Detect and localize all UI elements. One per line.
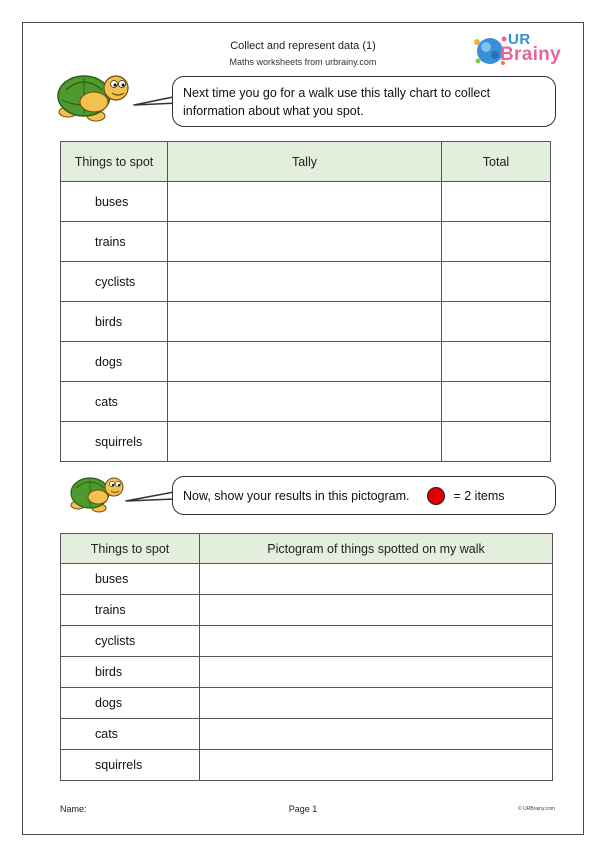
column-header: Things to spot xyxy=(61,534,200,564)
item-label: cyclists xyxy=(61,626,200,657)
pictogram-cell[interactable] xyxy=(200,564,553,595)
item-label: cats xyxy=(61,719,200,750)
pictogram-table xyxy=(60,533,553,781)
table-row xyxy=(61,688,553,719)
tally-table xyxy=(60,141,551,462)
item-label: trains xyxy=(61,595,200,626)
tally-cell[interactable] xyxy=(168,342,442,382)
name-label: Name: xyxy=(60,804,87,814)
turtle-mascot-icon xyxy=(52,66,136,124)
column-header: Pictogram of things spotted on my walk xyxy=(200,534,553,564)
item-label: squirrels xyxy=(61,750,200,781)
tally-cell[interactable] xyxy=(168,422,442,462)
column-header: Total xyxy=(442,142,551,182)
item-label: birds xyxy=(61,302,168,342)
item-label: birds xyxy=(61,657,200,688)
table-row xyxy=(61,564,553,595)
logo-ur-text: UR xyxy=(508,31,531,48)
table-row xyxy=(61,222,551,262)
pictogram-key-text: = 2 items xyxy=(453,488,505,503)
table-row xyxy=(61,342,551,382)
pictogram-cell[interactable] xyxy=(200,626,553,657)
table-row xyxy=(61,382,551,422)
column-header: Tally xyxy=(168,142,442,182)
copyright-text: © URBrainy.com xyxy=(518,806,555,812)
total-cell[interactable] xyxy=(442,422,551,462)
item-label: cyclists xyxy=(61,262,168,302)
tally-cell[interactable] xyxy=(168,182,442,222)
pictogram-cell[interactable] xyxy=(200,657,553,688)
pictogram-cell[interactable] xyxy=(200,750,553,781)
table-row xyxy=(61,719,553,750)
speech-bubble-tally xyxy=(172,76,556,127)
pictogram-cell[interactable] xyxy=(200,688,553,719)
item-label: trains xyxy=(61,222,168,262)
pictogram-header-row xyxy=(61,534,553,564)
table-row xyxy=(61,657,553,688)
total-cell[interactable] xyxy=(442,382,551,422)
table-row xyxy=(61,626,553,657)
tally-header-row xyxy=(61,142,551,182)
pictogram-cell[interactable] xyxy=(200,595,553,626)
tally-cell[interactable] xyxy=(168,262,442,302)
speech-bubble-pictogram xyxy=(172,476,556,515)
table-row xyxy=(61,262,551,302)
total-cell[interactable] xyxy=(442,342,551,382)
pictogram-instruction: Now, show your results in this pictogram. xyxy=(183,488,410,503)
total-cell[interactable] xyxy=(442,302,551,342)
tally-cell[interactable] xyxy=(168,302,442,342)
item-label: cats xyxy=(61,382,168,422)
tally-cell[interactable] xyxy=(168,382,442,422)
item-label: buses xyxy=(61,564,200,595)
pictogram-cell[interactable] xyxy=(200,719,553,750)
total-cell[interactable] xyxy=(442,182,551,222)
tally-cell[interactable] xyxy=(168,222,442,262)
table-row xyxy=(61,750,553,781)
total-cell[interactable] xyxy=(442,222,551,262)
item-label: dogs xyxy=(61,342,168,382)
bubble-pointer xyxy=(124,490,176,504)
urbrainy-logo xyxy=(468,30,564,72)
worksheet-title: Collect and represent data (1) xyxy=(230,40,376,52)
tally-instruction: Next time you go for a walk use this tally chart to collect information about what you spot. xyxy=(183,86,491,118)
page-number: Page 1 xyxy=(288,804,318,814)
table-row xyxy=(61,302,551,342)
table-row xyxy=(61,422,551,462)
item-label: dogs xyxy=(61,688,200,719)
worksheet-subtitle: Maths worksheets from urbrainy.com xyxy=(229,57,377,67)
column-header: Things to spot xyxy=(61,142,168,182)
table-row xyxy=(61,595,553,626)
table-row xyxy=(61,182,551,222)
item-label: buses xyxy=(61,182,168,222)
logo-brainy-text: Brainy xyxy=(500,44,561,65)
item-label: squirrels xyxy=(61,422,168,462)
total-cell[interactable] xyxy=(442,262,551,302)
turtle-mascot-small-icon xyxy=(66,470,128,514)
red-circle-key-icon xyxy=(427,487,445,505)
